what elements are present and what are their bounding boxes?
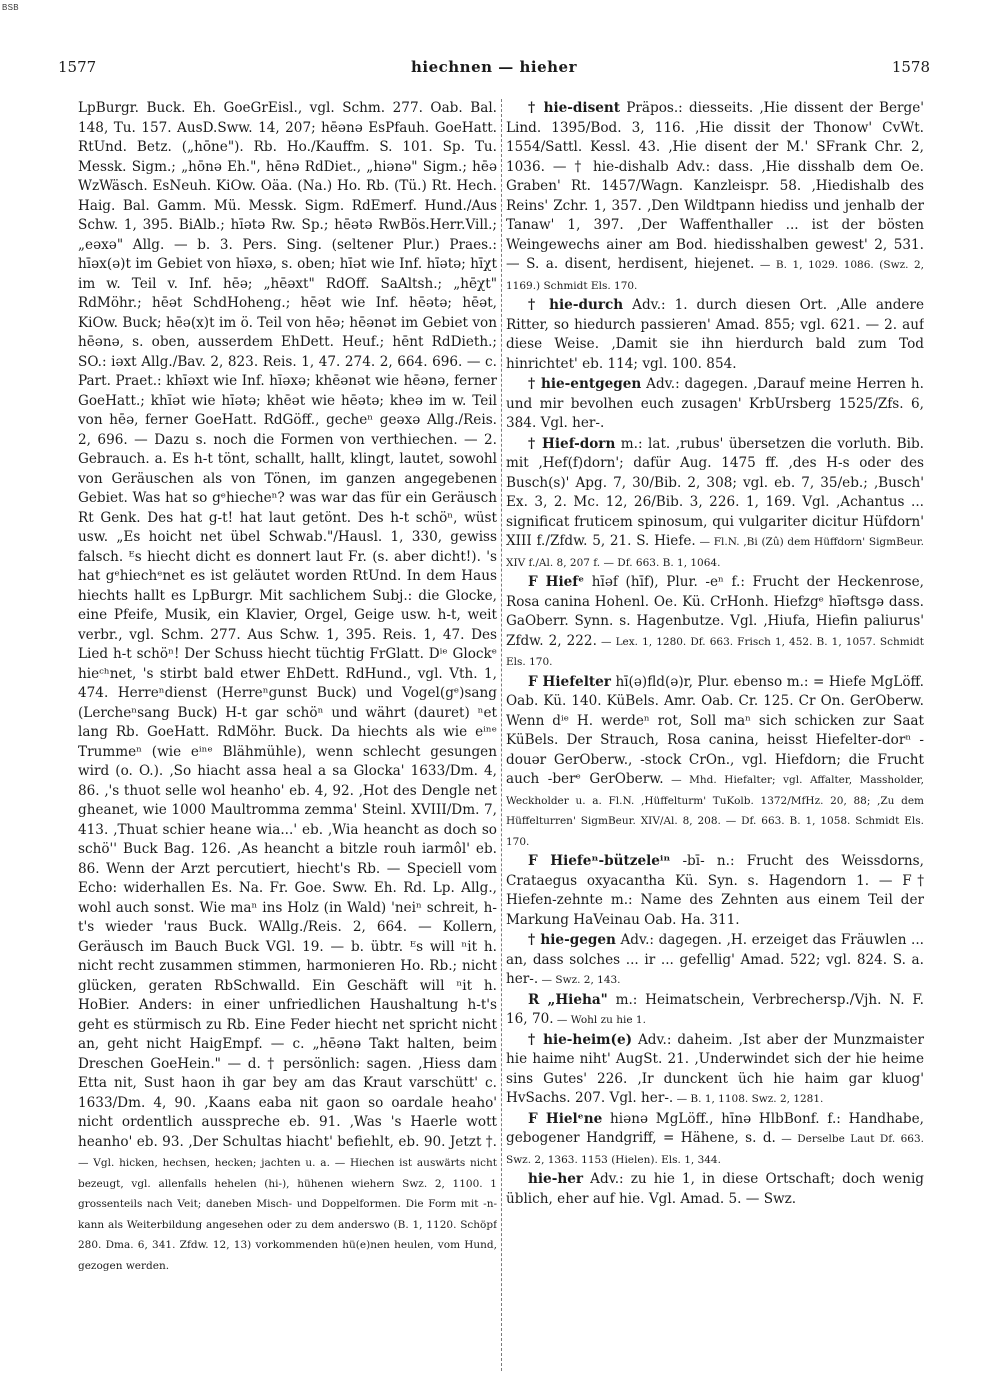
headword: R „Hieha" <box>528 991 608 1008</box>
headword: F Hiefᵉ <box>528 574 585 590</box>
entry-footnote: — Lex. 1, 1280. Df. 663. Frisch 1, 452. B. 1, 1057. Schmidt Els. 170. <box>506 635 924 668</box>
entry-footnote: — B. 1, 1029. 1086. (Swz. 2, 1169.) Schmidt Els. 170. <box>506 259 924 292</box>
entry-text: Adv.: dagegen. ‚Darauf meine Herren h. und mir bevolhen euch zusagen' KrbUrsberg 1525/Zfs. 6, 384. Vgl. her-. <box>506 376 924 431</box>
entry-text: hiənə MgLöff., hīnə HlbBonf. f.: Handhabe, gebogener Handgriff, = Hähene, s. d. <box>506 1110 924 1146</box>
entry-text: hīəf (hīf), Plur. -eⁿ f.: Frucht der Heckenrose, Rosa canina Hohenl. Oe. Kü. CrHonh. Hiefzgᵉ hīəftsgə dass. GaOberr. Synn. s. Hagenbutze. Vgl. ‚Hiufa, Hiefin paliurus' Zfdw. 2, 222. <box>506 574 924 649</box>
left-column <box>78 99 497 1375</box>
entry-hie-entgegen <box>506 375 924 435</box>
entry-footnote: — Vgl. hicken, hechsen, hecken; jachten u. a. — Hiechen ist auswärts nicht bezeugt, vgl. allenfalls hehelen (hi-), hühenen wiehern Swz. 2, 1100. 1 grossenteils nach Veit; daneben Misch- und Doppelformen. Die Form mit -n- kann als Weiterbildung angesehen oder zu dem anderswo (B. 1, 1120. Schöpf 280. Dma. 6, 341. Zfdw. 12, 13) vorkommenden hü(e)nen heulen, vom Hund, gezogen werden. <box>78 1157 497 1272</box>
entry-text: Adv.: daheim. ‚Ist aber der Munzmaister hie haime niht' AugSt. 21. ‚Underwindet sich der hie heime sins Gutes' 226. ‚Ir dunckent üch hie haim gar kluog' HvSachs. 207. Vgl. her-. <box>506 1031 924 1106</box>
entry-text: -bī- n.: Frucht des Weissdorns, Crataegus oxyacantha Kü. Syn. s. Hagendorn 1. — F† Hiefen-zehnte m.: Name des Zehnten aus einem Teil der Markung HaVeinau Oab. Ha. 311. <box>506 853 924 928</box>
headword: F Hiefeⁿ-bützeleⁱⁿ <box>528 853 671 869</box>
entry-hielene <box>506 1110 924 1171</box>
headword: † hie-heim(e) <box>528 1031 633 1048</box>
entry-text: m.: lat. ‚rubus' übersetzen die vorluth. Bib. mit ‚Hef(f)dorn'; dafür Aug. 1475 ff. ‚des H-s oder des Busch(s)' Apg. 7, 30/Bib. 2, 308; vgl. eb. 7, 35/eb.; ‚Busch' Ex. 3, 2. Mc. 12, 26/Bib. 3, 226. 1, 169. Vgl. ‚Achantus ... significat fruticem spinosum, qui vulgariter dicitur Hüfdorn' XIII f./Zfdw. 5, 21. S. Hiefe. <box>506 435 924 549</box>
headword: † hie-durch <box>528 297 624 313</box>
entry-hiechnen-continued <box>78 99 497 1276</box>
page-number-left: 1577 <box>58 58 97 76</box>
page-number-right: 1578 <box>891 58 930 76</box>
headword: hie-her <box>528 1171 584 1187</box>
entry-hie-her <box>506 1170 924 1210</box>
entry-hiefen-buetzelein <box>506 852 924 931</box>
headword: F Hielᵉne <box>528 1110 603 1127</box>
page-header <box>58 58 930 80</box>
entry-footnote: — B. 1, 1108. Swz. 2, 1281. <box>673 1093 824 1105</box>
headword: † hie-gegen <box>528 932 616 948</box>
entry-hie-durch <box>506 296 924 375</box>
entry-text: Adv.: 1. durch diesen Ort. ‚Alle andere Ritter, so hiedurch passieren' Amad. 855; vgl. 621. — 2. auf diese Weise. ‚Damit sie ihn hierdurch bald zum Tod hinrichtet' eb. 114; vgl. 100. 854. <box>506 297 924 372</box>
headword: † Hief-dorn <box>528 435 616 452</box>
headword: † hie-disent <box>528 100 621 116</box>
entry-hie-heime <box>506 1031 924 1110</box>
entry-text: Adv.: dagegen. ‚H. erzeiget das Fräuwlen ... an, dass solches ... ir ... gefellig' Amad. 522; vgl. 824. S. a. her-. <box>506 932 924 987</box>
page-title: hiechnen — hieher <box>411 58 577 76</box>
column-divider <box>501 99 502 1371</box>
entry-text: m.: Heimatschein, Verbrechersp./Vjh. N. F. 16, 70. <box>506 991 924 1027</box>
entry-footnote: — Fl.N. ‚Bi (Zû) dem Hüffdorn' SigmBeur. XIV f./Al. 8, 207 f. — Df. 663. B. 1, 1064. <box>506 536 924 569</box>
entry-text: LpBurgr. Buck. Eh. GoeGrEisl., vgl. Schm. 277. Oab. Bal. 148, Tu. 157. AusD.Sww. 14, 207; hēənə EsPfauh. GoeHatt. RtUnd. Betz. („hōne"). Rb. Ho./Kauffm. S. 101. Sp. Tu. Messk. Sigm.; „hōnə Eh.", hēnə RdDiet., „hiənə" Sigm.; hēə WzWäsch. EsNeuh. KiOw. Oäa. (Na.) Ho. Rb. (Tü.) Rt. Hech. Haig. Bal. Gamm. Mü. Messk. Sigm. RdEmerf. Hund./Aus Schw. 1, 395. BiAlb.; hīətə Rw. Sp.; hēətə RwBös.Herr.Vill.; „eəxə" Allg. — b. 3. Pers. Sing. (seltener Plur.) Praes.: hīəx(ə)t im Gebiet von hīəxə, s. oben; hīət wie Inf. hīətə; hīχt im w. Teil v. Inf. hēə; „hēəxt" RdOff. SaAltsh.; „hēχt" RdMöhr.; hēət SchdHoheng.; hēət wie Inf. hēətə; hēət, KiOw. Buck; hēə(x)t im ö. Teil von hēə; hēənət im Gebiet von hēənə, s. oben, ausserdem EhDett. Heuf.; hēnt RdDieth.; SO.: iəxt Allg./Bav. 2, 823. Reis. 1, 47. 274. 2, 664. 696. — c. Part. Praet.: khīəxt wie Inf. hīəxə; khēənət wie hēənə, ferner GoeHatt.; khīət wie hīətə; khēət wie hēətə; kheə im w. Teil von hēə, ferner GoeHatt. RdGöff., gecheⁿ geəxə Allg./Reis. 2, 696. — Dazu s. noch die Formen von verthiechen. — 2. Gebrauch. a. Es h-t tönt, schallt, hallt, klingt, lautet, sowohl von Geräuschen als von Tönen, im ganzen angegebenen Gebiet. Was hat so gᵉhiecheⁿ? was war das für ein Geräusch Rt Genk. Des hat g-t! hat laut getönt. Des h-t schöⁿ, wüst usw. „Es hoicht net übel Schwab."/Hausl. 1, 330, gewiss falsch. ᴱs hiecht dicht es donnert laut Fr. (s. aber dicht!). 's hat gᵉhiechᵉnet es ist geläutet worden RtUnd. In dem Haus hiechts hallt es LpBurgr. Mit sachlichem Subj.: die Glocke, eine Pfeife, Musik, ein Klavier, Orgel, Geige usw. h-t, weit verbr., vgl. Schm. 277. Aus Schw. 1, 395. Reis. 1, 47. Des Lied h-t schöⁿ! Der Schuss hiecht tüchtig FrGlatt. Dⁱᵉ Glockᵉ hieᶜʰnet, 's stirbt bald etwer EhDett. RdHund., vgl. Vth. 1, 474. Herreⁿdienst (Herreⁿgunst Buck) und Vogel(gᵉ)sang (Lercheⁿsang Buck) H-t gar schöⁿ und währt (dauret) ⁿet lang Rb. GoeHatt. RdMöhr. Buck. Da hiechts als wie eⁱⁿᵉ Trummeⁿ (wie eⁱⁿᵉ Blähmühle), wenn schlecht gesungen wird (o. O.). ‚So hiacht assa heal a sa Glocka' 1633/Dm. 4, 86. ‚'s thuot selle wol heanho' eb. 4, 92. ‚Hot des Dengle net gheanet, wie 1000 Maultromma zemma' Steinl. XVIII/Dm. 7, 413. ‚Thuat schier heane wia...' eb. ‚Wia heancht as doch so schö'' Buck Bag. 126. ‚As heancht a bitzle rouh iarmôl' eb. 86. Wenn der Arzt percutiert, hiecht's Rb. — Speciell vom Echo: widerhallen Es. Na. Fr. Goe. Sww. Eh. Rd. Lp. Allg., wohl auch sonst. Wie maⁿ ins Holz (in Wald) 'neiⁿ schreit, h-t's wieder 'raus Buck. WAllg./Reis. 2, 664. — Kollern, Geräusch im Bauch Buck VGl. 19. — b. übtr. ᴱs will ⁿit h. nicht recht zusammen stimmen, harmonieren Ho. Rb.; nicht glücken, geraten RbSchwalld. Ein Geschäft will ⁿit h. HoBier. Anders: in einer unfriedlichen Haushaltung h-t's geht es stürmisch zu Rb. Eine Feder hiecht net spricht nicht an, geht nicht HaigEmpf. — c. „hēənə Takt halten, beim Dreschen GoeHein." — d. † persönlich: sagen. ‚Hiess dam Etta nit, Sust haon ih gar bey am das Kraut varschütt' c. 1633/Dm. 4, 90. ‚Kaans eaba nit gaon so oardale heaho' nicht ordentlich ausspreche eb. 91. ‚Was 's Haerle wott heanho' eb. 93. ‚Der Schultas hiacht' befiehlt, eb. 90. Jetzt †. <box>78 100 497 1150</box>
entry-footnote: — Swz. 2, 143. <box>538 974 621 986</box>
entry-footnote: — Mhd. Hiefalter; vgl. Affalter, Massholder, Weckholder u. a. Fl.N. ‚Hüffelturm' TuKolb. 1372/MfHz. 20, 88; ‚Zu dem Hüffelturren' SigmBeur. XIV/Al. 8, 208. — Df. 663. B. 1, 1058. Schmidt Els. 170. <box>506 774 924 848</box>
headword: F Hiefelter <box>528 673 611 690</box>
entry-hieha <box>506 991 924 1031</box>
entry-hie-disent <box>506 99 924 296</box>
right-column <box>506 99 924 1375</box>
entry-text: Adv.: zu hie 1, in diese Ortschaft; doch wenig üblich, eher auf hie. Vgl. Amad. 5. — Swz. <box>506 1171 924 1207</box>
entry-footnote: — Derselbe Laut Df. 663. Swz. 2, 1363. 1153 (Hielen). Els. 1, 344. <box>506 1133 924 1166</box>
entry-footnote: — Wohl zu hie 1. <box>553 1014 646 1026</box>
entry-hie-gegen <box>506 931 924 991</box>
entry-hief-dorn <box>506 435 924 574</box>
entry-text: Präpos.: diesseits. ‚Hie dissent der Berge' Lind. 1395/Bod. 3, 116. ‚Hie dissit der Thonow' CvWt. 1554/Sattl. Kessl. 43. ‚Hie disent der M.' SFrank Chr. 2, 1036. — † hie-dishalb Adv.: dass. ‚Hie disshalb dem Oe. Graben' Rt. 1457/Wagn. Kanzleispr. 58. ‚Hiedishalb des Reins' Zchr. 1, 357. ‚Den Wildtpann hiediss und jenhalb der Tanaw' 1, 397. ‚Der Waffenthaller ... ist der bösten Weingewechs ainer am Bod. hiedisshalben gewest' 2, 531. — S. a. disent, herdisent, hiejenet. <box>506 100 924 272</box>
entry-hiefelter <box>506 673 924 853</box>
entry-text: hī(ə)fld(ə)r, Plur. ebenso m.: = Hiefe MgLöff. Oab. Kü. 140. KüBels. Amr. Oab. Cr. 125. Cr On. GerOberw. Wenn dⁱᵉ H. werdeⁿ rot, Soll maⁿ sich schicken zur Saat KüBels. Der Strauch, Rosa canina, heisst Hiefelter-dorⁿ -douər GerOberw., -stock CrOn., vgl. Hiefdorn; die Frucht auch -berᵉ GerOberw. <box>506 673 924 787</box>
library-stamp: BSB <box>2 3 19 12</box>
entry-hiefe <box>506 573 924 673</box>
headword: † hie-entgegen <box>528 376 642 392</box>
